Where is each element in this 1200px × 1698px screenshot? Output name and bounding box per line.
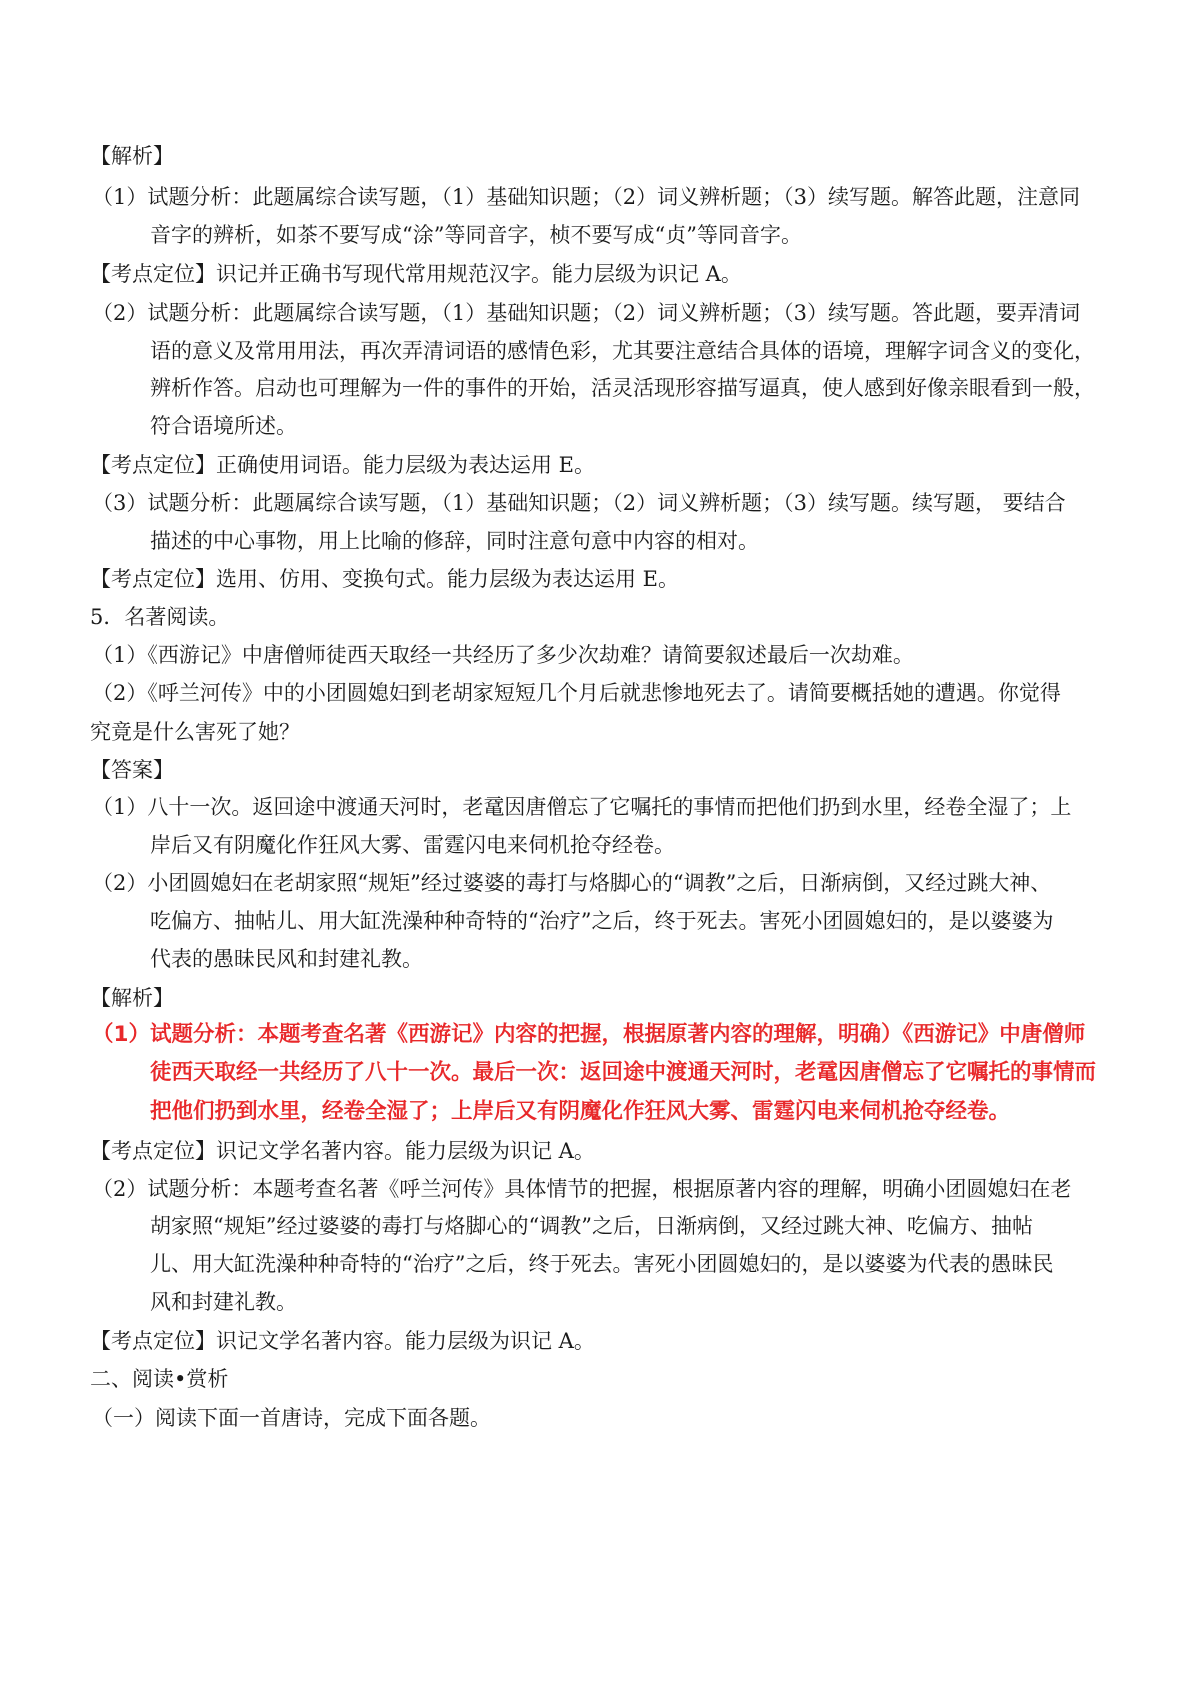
- section-heading-analysis: 【解析】: [90, 986, 174, 1010]
- subsection-title: （一）阅读下面一首唐诗，完成下面各题。: [92, 1406, 491, 1430]
- question-heading: 5．名著阅读。: [90, 605, 230, 629]
- section-title: 二、阅读•赏析: [90, 1367, 229, 1391]
- paragraph-line: （2）试题分析：本题考查名著《呼兰河传》具体情节的把握，根据原著内容的理解，明确小团圆媳妇在老: [92, 1177, 1072, 1201]
- paragraph-line: （1）试题分析：此题属综合读写题，（1）基础知识题；（2）词义辨析题；（3）续写题。解答此题，注意同: [92, 185, 1080, 209]
- question-line: 究竟是什么害死了她？: [90, 720, 300, 744]
- answer-line: 吃偏方、抽帖儿、用大缸洗澡种种奇特的“治疗”之后，终于死去。害死小团圆媳妇的，是以婆婆为: [150, 909, 1054, 933]
- section-heading-analysis: 【解析】: [90, 144, 174, 168]
- question-line: （2）《呼兰河传》中的小团圆媳妇到老胡家短短几个月后就悲惨地死去了。请简要概括她的遭遇。你觉得: [92, 681, 1061, 705]
- paragraph-line: 描述的中心事物，用上比喻的修辞，同时注意句意中内容的相对。: [150, 529, 759, 553]
- highlighted-analysis-line: 把他们扔到水里，经卷全湿了；上岸后又有阴魔化作狂风大雾、雷霆闪电来伺机抢夺经卷。: [150, 1099, 1011, 1124]
- answer-line: 代表的愚昧民风和封建礼教。: [150, 947, 423, 971]
- paragraph-line: （3）试题分析：此题属综合读写题，（1）基础知识题；（2）词义辨析题；（3）续写题。续写题， 要结合: [92, 491, 1066, 515]
- paragraph-line: 符合语境所述。: [150, 414, 297, 438]
- key-point-label: 【考点定位】识记文学名著内容。能力层级为识记 A。: [90, 1139, 595, 1163]
- key-point-label: 【考点定位】正确使用词语。能力层级为表达运用 E。: [90, 453, 596, 477]
- paragraph-line: 儿、用大缸洗澡种种奇特的“治疗”之后，终于死去。害死小团圆媳妇的，是以婆婆为代表的愚昧民: [150, 1252, 1054, 1276]
- paragraph-line: （2）试题分析：此题属综合读写题，（1）基础知识题；（2）词义辨析题；（3）续写题。答此题，要弄清词: [92, 301, 1080, 325]
- highlighted-analysis-line: 徒西天取经一共经历了八十一次。最后一次：返回途中渡通天河时，老鼋因唐僧忘了它嘱托的事情而: [150, 1060, 1097, 1085]
- section-heading-answer: 【答案】: [90, 758, 174, 782]
- key-point-label: 【考点定位】选用、仿用、变换句式。能力层级为表达运用 E。: [90, 567, 680, 591]
- question-line: （1）《西游记》中唐僧师徒西天取经一共经历了多少次劫难？请简要叙述最后一次劫难。: [92, 643, 914, 667]
- paragraph-line: 音字的辨析，如茶不要写成“涂”等同音字，桢不要写成“贞”等同音字。: [150, 223, 802, 247]
- key-point-label: 【考点定位】识记并正确书写现代常用规范汉字。能力层级为识记 A。: [90, 262, 742, 286]
- paragraph-line: 胡家照“规矩”经过婆婆的毒打与烙脚心的“调教”之后，日渐病倒，又经过跳大神、吃偏方、抽帖: [150, 1214, 1033, 1238]
- highlighted-analysis-line: （1）试题分析：本题考查名著《西游记》内容的把握，根据原著内容的理解，明确）《西游记》中唐僧师: [92, 1022, 1086, 1047]
- paragraph-line: 语的意义及常用用法，再次弄清词语的感情色彩，尤其要注意结合具体的语境，理解字词含义的变化，: [150, 339, 1095, 363]
- paragraph-line: 辨析作答。启动也可理解为一件的事件的开始，活灵活现形容描写逼真，使人感到好像亲眼看到一般，: [150, 376, 1095, 400]
- paragraph-line: 风和封建礼教。: [150, 1290, 297, 1314]
- answer-line: （1）八十一次。返回途中渡通天河时，老鼋因唐僧忘了它嘱托的事情而把他们扔到水里，经卷全湿了；上: [92, 795, 1072, 819]
- key-point-label: 【考点定位】识记文学名著内容。能力层级为识记 A。: [90, 1329, 595, 1353]
- answer-line: 岸后又有阴魔化作狂风大雾、雷霆闪电来伺机抢夺经卷。: [150, 833, 675, 857]
- answer-line: （2）小团圆媳妇在老胡家照“规矩”经过婆婆的毒打与烙脚心的“调教”之后，日渐病倒，又经过跳大神、: [92, 871, 1052, 895]
